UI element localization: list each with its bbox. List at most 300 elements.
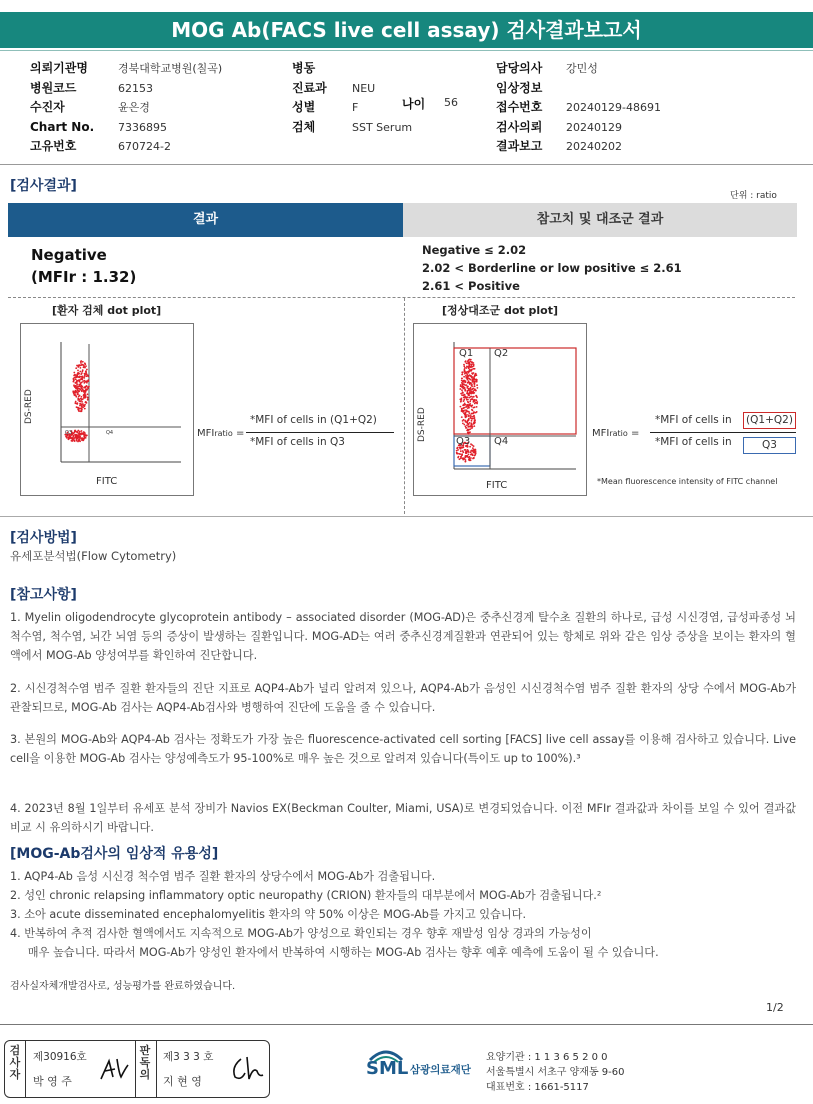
control-fraction-line <box>650 432 796 433</box>
scatter-dot <box>459 388 461 390</box>
scatter-dot <box>461 416 463 418</box>
scatter-dot <box>475 412 477 414</box>
scatter-dot <box>462 411 464 413</box>
scatter-dot <box>472 399 474 401</box>
scatter-dot <box>466 390 468 392</box>
scatter-dot <box>75 378 77 380</box>
header-field-value: 경북대학교병원(칠곡) <box>118 62 223 75</box>
scatter-dot <box>470 414 472 416</box>
scatter-dot <box>75 367 77 369</box>
scatter-dot <box>476 381 478 383</box>
tester-name: 박 영 주 <box>33 1075 72 1088</box>
scatter-dot <box>468 418 470 420</box>
header-row <box>30 57 222 76</box>
scatter-dot <box>473 372 475 374</box>
scatter-dot <box>476 374 478 376</box>
scatter-dot <box>464 384 466 386</box>
scatter-dot <box>471 422 473 424</box>
patient-plot-title: [환자 검체 dot plot] <box>52 304 162 317</box>
scatter-dot <box>79 371 81 373</box>
scatter-dot <box>464 394 466 396</box>
scatter-dot <box>86 385 88 387</box>
q4-label: Q4 <box>494 436 509 447</box>
scatter-dot <box>462 423 464 425</box>
scatter-dot <box>472 447 474 449</box>
scatter-dot <box>83 366 85 368</box>
scatter-dot <box>470 399 472 401</box>
scatter-dot <box>74 374 76 376</box>
scatter-dot <box>474 385 476 387</box>
scatter-dot <box>81 401 83 403</box>
vertical-label-char: 독 <box>139 1056 151 1069</box>
scatter-dot <box>461 394 463 396</box>
header-field-label: 결과보고 <box>496 139 543 153</box>
plot-vertical-divider <box>404 298 405 514</box>
result-mfir: (MFIr : 1.32) <box>31 268 137 286</box>
header-field-label: 병원코드 <box>30 80 77 95</box>
scatter-dot <box>81 410 83 412</box>
scatter-dot <box>463 424 465 426</box>
result-header: 결과 <box>8 203 403 237</box>
header-field-label: 임상정보 <box>496 80 543 95</box>
scatter-dot <box>76 432 78 434</box>
scatter-dot <box>472 450 474 452</box>
scatter-dot <box>468 393 470 395</box>
scatter-dot <box>473 421 475 423</box>
ref-negative: Negative ≤ 2.02 <box>422 243 527 257</box>
notes-title: [참고사항] <box>10 587 77 603</box>
scatter-dot <box>85 401 87 403</box>
scatter-dot <box>73 384 75 386</box>
result-bottom-divider <box>0 516 813 517</box>
scatter-dot <box>470 390 472 392</box>
scatter-dot <box>463 387 465 389</box>
scatter-dot <box>78 379 80 381</box>
mfi-eq: = <box>235 428 245 439</box>
header-field-label: Chart No. <box>30 119 95 134</box>
scatter-dot <box>457 457 459 459</box>
scatter-dot <box>81 396 83 398</box>
scatter-dot <box>465 425 467 427</box>
header-field-value: 20240202 <box>566 140 622 153</box>
q2-label: Q2 <box>494 348 509 359</box>
header-field-value: 강민성 <box>566 62 598 75</box>
scatter-dot <box>471 409 473 411</box>
control-dot-plot <box>413 323 587 496</box>
scatter-dot <box>461 408 463 410</box>
scatter-dot <box>471 377 473 379</box>
note-1: 1. Myelin oligodendrocyte glycoprotein antibody – associated disorder (MOG-AD)은 중추신경계 탈수초 질환의 하나로, 급성 시신경염, 급성파종성 뇌척수염, 척수염, 뇌간 뇌염 등의 증상이 발생하는 질환입니다. MOG-AD는 여러 중추신경계질환과 연관되어 있는 항체로 위와 같은 임상 증상을 보이는 환자의 혈액에서 MOG-Ab 양성여부를 확인하여 진단합니다. <box>10 611 796 662</box>
scatter-dot <box>75 392 77 394</box>
scatter-dot <box>462 371 464 373</box>
scatter-dot <box>80 373 82 375</box>
scatter-dot <box>460 450 462 452</box>
control-y-axis-label: DS-RED <box>417 407 427 442</box>
scatter-dot <box>469 369 471 371</box>
control-formula-den-text: *MFI of cells in <box>655 436 732 448</box>
scatter-dot <box>78 410 80 412</box>
header-row <box>496 116 622 135</box>
scatter-dot <box>74 395 76 397</box>
scatter-dot <box>80 382 82 384</box>
patient-formula-denominator: *MFI of cells in Q3 <box>250 436 345 448</box>
scatter-dot <box>468 411 470 413</box>
scatter-dot <box>461 454 463 456</box>
scatter-dot <box>467 430 469 432</box>
scatter-dot <box>466 376 468 378</box>
scatter-dot <box>84 375 86 377</box>
scatter-dot <box>468 423 470 425</box>
scatter-dot <box>80 361 82 363</box>
q3-box: Q3 <box>743 437 796 454</box>
scatter-dot <box>470 375 472 377</box>
scatter-dot <box>464 361 466 363</box>
clinical-item-3: 3. 소아 acute disseminated encephalomyelitis 환자의 약 50% 이상은 MOG-Ab를 가지고 있습니다. <box>10 908 526 921</box>
scatter-dot <box>461 382 463 384</box>
header-field-value: NEU <box>352 81 376 95</box>
scatter-dot <box>85 395 87 397</box>
scatter-dot <box>88 380 90 382</box>
scatter-dot <box>461 398 463 400</box>
header-divider <box>0 164 813 165</box>
header-row <box>30 135 171 154</box>
scatter-dot <box>473 425 475 427</box>
header-row <box>292 116 412 135</box>
scatter-dot <box>466 399 468 401</box>
clinical-item-4: 4. 반복하여 추적 검사한 혈액에서도 지속적으로 MOG-Ab가 양성으로 확인되는 경우 향후 재발성 임상 경과의 가능성이 <box>10 927 592 940</box>
scatter-dot <box>467 362 469 364</box>
scatter-dot <box>77 376 79 378</box>
scatter-dot <box>468 372 470 374</box>
header-field-label: 고유번호 <box>30 139 77 153</box>
mfi-prefix: MFI <box>197 428 215 439</box>
scatter-dot <box>471 388 473 390</box>
scatter-dot <box>477 387 479 389</box>
scatter-dot <box>473 362 475 364</box>
scatter-dot <box>473 392 475 394</box>
scatter-dot <box>77 437 79 439</box>
scatter-dot <box>84 435 86 437</box>
svg-text:Q3: Q3 <box>65 430 73 436</box>
scatter-dot <box>80 367 82 369</box>
clinical-title: [MOG-Ab검사의 임상적 유용성] <box>10 846 219 862</box>
header-field-value: SST Serum <box>352 120 413 134</box>
scatter-dot <box>466 366 468 368</box>
patient-mfi-label <box>197 428 244 439</box>
svg-text:Q4: Q4 <box>106 430 114 436</box>
scatter-dot <box>468 366 470 368</box>
scatter-dot <box>468 459 470 461</box>
scatter-dot <box>471 420 473 422</box>
header-field-label: 성별 <box>292 100 316 114</box>
scatter-dot <box>469 456 471 458</box>
scatter-dot <box>82 361 84 363</box>
scatter-dot <box>468 397 470 399</box>
scatter-dot <box>464 368 466 370</box>
scatter-dot <box>462 385 464 387</box>
scatter-dot <box>77 394 79 396</box>
scatter-dot <box>78 364 80 366</box>
scatter-dot <box>461 374 463 376</box>
scatter-dot <box>84 386 86 388</box>
header-field-value: 20240129 <box>566 120 622 134</box>
header-field-value: 670724-2 <box>118 140 171 153</box>
header-row <box>292 96 358 115</box>
scatter-dot <box>81 430 83 432</box>
patient-x-axis-label: FITC <box>96 476 118 487</box>
sml-logo-text: SML <box>366 1058 409 1079</box>
scatter-dot <box>86 373 88 375</box>
scatter-dot <box>470 365 472 367</box>
scatter-dot <box>468 415 470 417</box>
scatter-dot <box>83 432 85 434</box>
scatter-dot <box>456 453 458 455</box>
scatter-dot <box>473 423 475 425</box>
scatter-dot <box>465 396 467 398</box>
header-field-value: 7336895 <box>118 120 167 134</box>
header-field-label: 담당의사 <box>496 61 543 75</box>
scatter-dot <box>82 376 84 378</box>
scatter-dot <box>75 401 77 403</box>
scatter-dot <box>468 454 470 456</box>
scatter-dot <box>87 399 89 401</box>
scatter-dot <box>471 424 473 426</box>
scatter-dot <box>465 457 467 459</box>
scatter-dot <box>463 399 465 401</box>
scatter-dot <box>469 370 471 372</box>
scatter-dot <box>83 396 85 398</box>
scatter-dot <box>74 430 76 432</box>
scatter-dot <box>469 431 471 433</box>
control-formula-num-text: *MFI of cells in <box>655 414 732 426</box>
scatter-dot <box>461 389 463 391</box>
scatter-dot <box>468 395 470 397</box>
scatter-dot <box>469 383 471 385</box>
scatter-dot <box>460 406 462 408</box>
scatter-dot <box>82 440 84 442</box>
scatter-dot <box>474 388 476 390</box>
scatter-dot <box>473 364 475 366</box>
scatter-dot <box>466 416 468 418</box>
scatter-dot <box>473 407 475 409</box>
scatter-dot <box>473 401 475 403</box>
header-row <box>30 116 167 135</box>
scatter-dot <box>462 392 464 394</box>
scatter-dot <box>476 384 478 386</box>
scatter-dot <box>78 390 80 392</box>
mfi-sub-2: ratio <box>609 429 628 438</box>
scatter-dot <box>76 388 78 390</box>
scatter-dot <box>86 435 88 437</box>
scatter-dot <box>82 371 84 373</box>
scatter-dot <box>464 381 466 383</box>
vertical-label-char: 사 <box>9 1056 21 1069</box>
age-value: 56 <box>444 96 458 109</box>
scatter-dot <box>468 420 470 422</box>
header-row <box>496 96 661 115</box>
scatter-dot <box>469 428 471 430</box>
scatter-dot <box>476 396 478 398</box>
vertical-label-char: 의 <box>139 1068 151 1081</box>
scatter-dot <box>78 386 80 388</box>
scatter-dot <box>473 413 475 415</box>
header-row <box>496 135 622 154</box>
scatter-dot <box>84 367 86 369</box>
unit-label: 단위 : ratio <box>730 191 777 201</box>
patient-fraction-line <box>246 432 394 433</box>
header-row <box>292 77 375 96</box>
header-row <box>30 77 153 96</box>
scatter-dot <box>75 396 77 398</box>
header-field-label: 접수번호 <box>496 100 543 114</box>
scatter-dot <box>476 406 478 408</box>
scatter-dot <box>79 437 81 439</box>
patient-dot-plot <box>20 323 194 496</box>
mfi-footnote: *Mean fluorescence intensity of FITC channel <box>597 477 778 486</box>
scatter-dot <box>73 391 75 393</box>
scatter-dot <box>474 449 476 451</box>
scatter-dot <box>475 373 477 375</box>
scatter-dot <box>465 461 467 463</box>
scatter-dot <box>84 381 86 383</box>
result-section-title: [검사결과] <box>10 178 77 194</box>
scatter-dot <box>466 405 468 407</box>
header-field-label: 의뢰기관명 <box>30 61 88 75</box>
scatter-dot <box>79 400 81 402</box>
scatter-dot <box>463 457 465 459</box>
scatter-dot <box>469 401 471 403</box>
scatter-dot <box>86 369 88 371</box>
header-field-label: 수진자 <box>30 100 65 114</box>
mfi-eq-2: = <box>630 428 640 439</box>
scatter-dot <box>463 380 465 382</box>
scatter-dot <box>462 451 464 453</box>
scatter-dot <box>466 414 468 416</box>
vertical-label-char: 검 <box>9 1044 21 1057</box>
scatter-dot <box>73 381 75 383</box>
q3-label: Q3 <box>456 436 471 447</box>
mfi-prefix-2: MFI <box>592 428 610 439</box>
header-field-label: 진료과 <box>292 80 327 95</box>
scatter-dot <box>470 443 472 445</box>
scatter-dot <box>80 403 82 405</box>
patient-formula-numerator: *MFI of cells in (Q1+Q2) <box>250 414 377 426</box>
patient-y-axis-label: DS-RED <box>24 389 34 424</box>
scatter-dot <box>87 397 89 399</box>
scatter-dot <box>463 364 465 366</box>
method-title: [검사방법] <box>10 530 77 546</box>
header-row <box>496 57 598 76</box>
scatter-dot <box>467 379 469 381</box>
scatter-dot <box>71 440 73 442</box>
scatter-dot <box>472 378 474 380</box>
scatter-dot <box>84 408 86 410</box>
scatter-dot <box>475 452 477 454</box>
scatter-dot <box>68 438 70 440</box>
result-dashed-divider <box>8 297 795 298</box>
scatter-dot <box>466 362 468 364</box>
note-4: 4. 2023년 8월 1일부터 유세포 분석 장비가 Navios EX(Beckman Coulter, Miami, USA)로 변경되었습니다. 이전 MFIr 결과값과 차이를 보일 수 있어 결과값 비교 시 유의하시기 바랍니다. <box>10 802 796 834</box>
scatter-dot <box>73 439 75 441</box>
scatter-dot <box>474 382 476 384</box>
result-main: Negative <box>31 246 107 264</box>
scatter-dot <box>81 387 83 389</box>
title-underline <box>0 50 813 51</box>
method-text: 유세포분석법(Flow Cytometry) <box>10 549 177 563</box>
scatter-dot <box>73 377 75 379</box>
header-row <box>30 96 150 115</box>
scatter-dot <box>466 387 468 389</box>
scatter-dot <box>474 419 476 421</box>
note-2: 2. 시신경척수염 범주 질환 환자들의 진단 지표로 AQP4-Ab가 널리 알려져 있으나, AQP4-Ab가 음성인 시신경척수염 범주 질환 환자의 상당 수에서 MOG-Ab가 관찰되므로, MOG-Ab 검사는 AQP4-Ab검사와 병행하여 진단에 도움을 줄 수 있습니다. <box>10 682 796 714</box>
scatter-dot <box>465 449 467 451</box>
scatter-dot <box>472 454 474 456</box>
scatter-dot <box>83 377 85 379</box>
scatter-dot <box>466 455 468 457</box>
scatter-dot <box>457 449 459 451</box>
scatter-dot <box>84 362 86 364</box>
q1q2-box: (Q1+Q2) <box>743 412 796 429</box>
note-3: 3. 본원의 MOG-Ab와 AQP4-Ab 검사는 정확도가 가장 높은 fluorescence-activated cell sorting [FACS] live cell assay를 이용해 검사하고 있습니다. Live cell을 이용한 MOG-Ab 검사는 양성예측도가 95-100%로 매우 높은 것으로 알려져 있습니다(특이도 up to 100%).³ <box>10 733 796 765</box>
scatter-dot <box>83 390 85 392</box>
footer-divider <box>0 1024 813 1025</box>
vertical-label-char: 자 <box>9 1068 21 1081</box>
scatter-dot <box>476 399 478 401</box>
age-label: 나이 <box>402 97 426 111</box>
header-field-value: 20240129-48691 <box>566 101 661 114</box>
scatter-dot <box>76 380 78 382</box>
tester-id: 제30916호 <box>33 1051 87 1063</box>
scatter-dot <box>464 409 466 411</box>
scatter-dot <box>464 373 466 375</box>
mfi-sub: ratio <box>214 429 233 438</box>
scatter-dot <box>461 378 463 380</box>
scatter-dot <box>86 375 88 377</box>
scatter-dot <box>75 390 77 392</box>
scatter-dot <box>471 385 473 387</box>
scatter-dot <box>457 447 459 449</box>
header-field-label: 병동 <box>292 61 316 75</box>
scatter-dot <box>466 427 468 429</box>
scatter-dot <box>465 413 467 415</box>
signature-box <box>4 1040 270 1098</box>
header-field-value: 윤은경 <box>118 101 150 114</box>
scatter-dot <box>464 371 466 373</box>
scatter-dot <box>73 436 75 438</box>
scatter-dot <box>73 432 75 434</box>
scatter-dot <box>460 393 462 395</box>
reviewer-signature <box>227 1053 265 1085</box>
scatter-dot <box>85 371 87 373</box>
scatter-dot <box>76 384 78 386</box>
scatter-dot <box>471 418 473 420</box>
scatter-dot <box>88 386 90 388</box>
scatter-dot <box>75 435 77 437</box>
scatter-dot <box>467 432 469 434</box>
scatter-dot <box>78 373 80 375</box>
scatter-dot <box>459 453 461 455</box>
scatter-dot <box>473 396 475 398</box>
tester-label <box>8 1045 22 1081</box>
scatter-dot <box>77 441 79 443</box>
scatter-dot <box>471 404 473 406</box>
scatter-dot <box>473 457 475 459</box>
scatter-dot <box>87 393 89 395</box>
scatter-dot <box>86 389 88 391</box>
scatter-dot <box>76 403 78 405</box>
scatter-dot <box>470 416 472 418</box>
scatter-dot <box>81 378 83 380</box>
